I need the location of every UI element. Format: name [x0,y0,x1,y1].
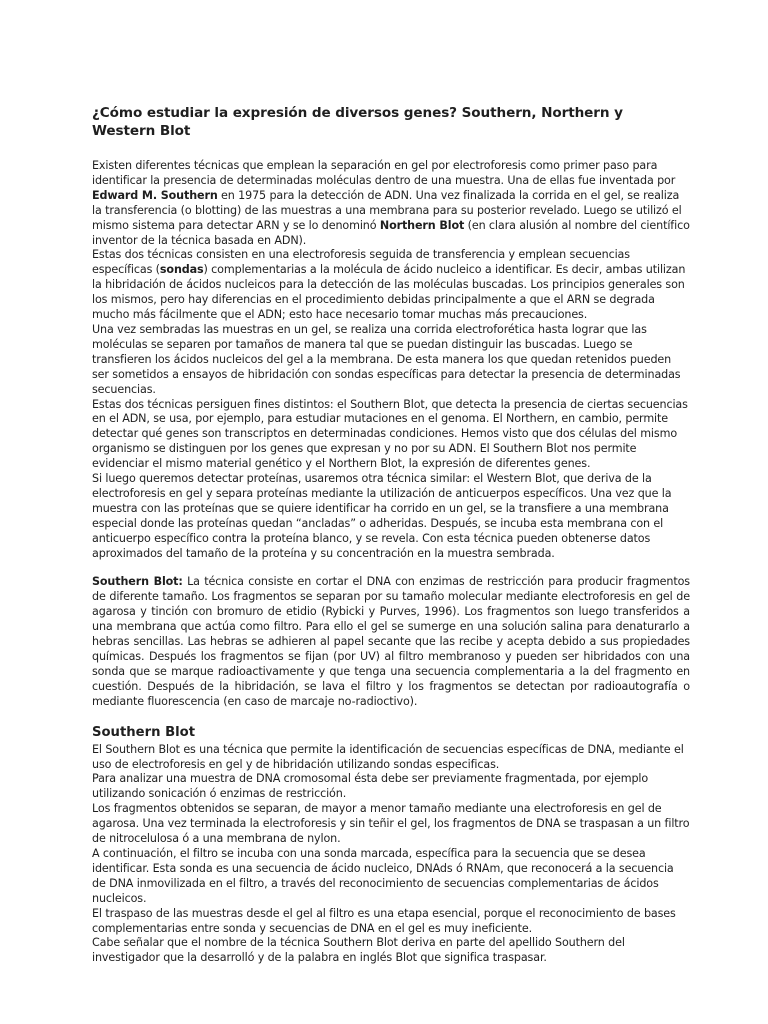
intro-paragraph: Estas dos técnicas persiguen fines distintos: el Southern Blot, que detecta la presencia de ciertas secuencias en el ADN, se usa, por ejemplo, para estudiar mutaciones en el genoma. El Northern, en cambio, permite detectar qué genes son transcriptos en determinadas condiciones. Hemos visto que dos células del mismo organismo se distinguen por los genes que expresan y no por su ADN. El Southern Blot nos permite evidenciar el mismo material genético y el Northern Blot, la expresión de diferentes genes. [92,397,688,471]
section-heading: Southern Blot [92,724,196,740]
document-page [92,104,690,966]
section-paragraph: Los fragmentos obtenidos se separan, de mayor a menor tamaño mediante una electroforesis en gel de agarosa. Una vez terminada la electroforesis y sin teñir el gel, los fragmentos de DNA se traspasan a un filtro de nitrocelulosa ó a una membrana de nylon. [92,802,690,846]
document-title: ¿Cómo estudiar la expresión de diversos genes? Southern, Northern y Western Blot [92,105,623,139]
bold-term: Southern Blot: [92,575,183,589]
bold-term: Edward M. Southern [92,188,218,202]
intro-paragraph: Si luego queremos detectar proteínas, usaremos otra técnica similar: el Western Blot, que deriva de la electroforesis en gel y separa proteínas mediante la utilización de anticuerpos específicos. Una vez que la muestra con las proteínas que se quiere identificar ha corrido en un gel, se la transfiere a una membrana especial donde las proteínas quedan “ancladas” o adheridas. Después, se incuba esta membrana con el anticuerpo específico contra la proteína blanco, y se revela. Con esta técnica pueden obtenerse datos aproximados del tamaño de la proteína y su concentración en la muestra sembrada. [92,472,672,560]
section-paragraph: El traspaso de las muestras desde el gel al filtro es una etapa esencial, porque el reconocimiento de bases complementarias entre sonda y secuencias de DNA en el gel es muy ineficiente. [92,906,676,935]
intro-paragraph: Una vez sembradas las muestras en un gel, se realiza una corrida electroforética hasta lograr que las moléculas se separen por tamaños de manera tal que se puedan distinguir las buscadas. Luego se transfieren los ácidos nucleicos del gel a la membrana. De esta manera los que quedan retenidos pueden ser sometidos a ensayos de hibridación con sondas específicas para detectar la presencia de determinadas secuencias. [92,322,681,396]
southern-section [92,743,690,967]
intro-paragraph: Existen diferentes técnicas que emplean la separación en gel por electroforesis como primer paso para identificar la presencia de determinadas moléculas dentro de una muestra. Una de ellas fue inventada por Edward M. Southern en 1975 para la detección de ADN. Una vez finalizada la corrida en el gel, se realiza la transferencia (o blotting) de las muestras a una membrana para su posterior revelado. Luego se utilizó el mismo sistema para detectar ARN y se lo denominó Northern Blot (en clara alusión al nombre del científico inventor de la técnica basada en ADN). [92,159,690,247]
intro-paragraph: Estas dos técnicas consisten en una electroforesis seguida de transferencia y emplean secuencias específicas (sondas) complementarias a la molécula de ácido nucleico a identificar. Es decir, ambas utilizan la hibridación de ácidos nucleicos para la detección de las moléculas buscadas. Los principios generales son los mismos, pero hay diferencias en el procedimiento debidas principalmente a que el ARN se degrada mucho más fácilmente que el ADN; esto hace necesario tomar muchas más precauciones. [92,248,686,322]
section-paragraph: Para analizar una muestra de DNA cromosomal ésta debe ser previamente fragmentada, por ejemplo utilizando sonicación ó enzimas de restricción. [92,772,649,801]
section-paragraph: Cabe señalar que el nombre de la técnica Southern Blot deriva en parte del apellido Southern del investigador que la desarrolló y de la palabra en inglés Blot que significa traspasar. [92,936,625,965]
bold-term: Northern Blot [379,218,465,232]
intro-section [92,159,690,561]
section-paragraph: A continuación, el filtro se incuba con una sonda marcada, específica para la secuencia que se desea identificar. Esta sonda es una secuencia de ácido nucleico, DNAds ó RNAm, que reconocerá a la secuencia de DNA inmovilizada en el filtro, a través del reconocimiento de secuencias complementarias de ácidos nucleicos. [92,846,674,905]
bold-term: sondas [159,263,204,277]
section-paragraph: El Southern Blot es una técnica que permite la identificación de secuencias específicas de DNA, mediante el uso de electroforesis en gel y de hibridación utilizando sondas especificas. [92,742,684,771]
southern-blot-definition: Southern Blot: La técnica consiste en cortar el DNA con enzimas de restricción para producir fragmentos de diferente tamaño. Los fragmentos se separan por su tamaño molecular mediante electroforesis en gel de agarosa y tinción con bromuro de etidio (Rybicki y Purves, 1996). Los fragmentos son luego transferidos a una membrana que actúa como filtro. Para ello el gel se sumerge en una solución salina para denaturarlo a hebras sencillas. Las hebras se adhieren al papel secante que las recibe y acepta debido a sus propiedades químicas. Después los fragmentos se fijan (por UV) al filtro membranoso y pueden ser hibridados con una sonda que se marque radioactivamente y que tenga una secuencia complementaria a la del fragmento en cuestión. Después de la hibridación, se lava el filtro y los fragmentos se detectan por radioautografía o mediante fluorescencia (en caso de marcaje no-radioctivo). [92,575,690,708]
